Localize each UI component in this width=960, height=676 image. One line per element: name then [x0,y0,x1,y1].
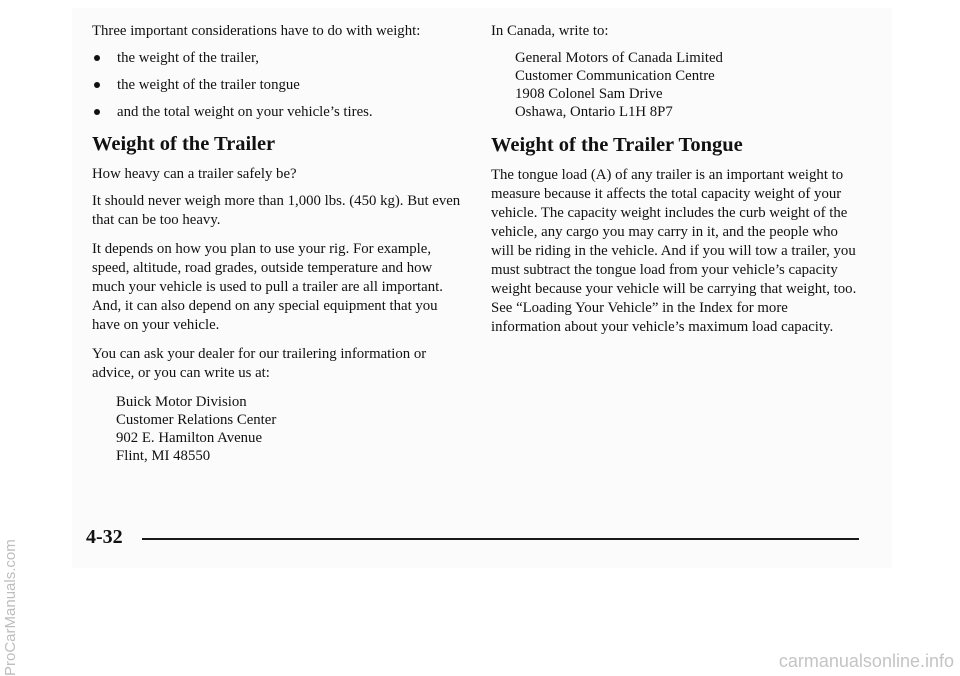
weight-considerations-list [92,49,462,122]
address-line: Buick Motor Division [116,394,247,410]
address-line: 1908 Colonel Sam Drive [515,86,663,102]
list-item [92,103,462,122]
list-item [92,49,462,68]
section-heading-trailer-weight: Weight of the Trailer [92,133,276,155]
address-line: Oshawa, Ontario L1H 8P7 [515,104,673,120]
canada-intro: In Canada, write to: [491,23,609,39]
paragraph: It depends on how you plan to use your rig. For example, speed, altitude, road grades, outside temperature and how much your vehicle is used to pull a trailer are all important. And, it can also depend on any special equipment that you have on your vehicle. [92,241,443,333]
paragraph: You can ask your dealer for our trailering information or advice, or you can write us at: [92,346,427,381]
right-column [491,22,861,347]
us-mailing-address [116,393,462,465]
bullet-icon [94,55,100,61]
footer-rule [142,538,859,540]
intro-text: Three important considerations have to do with weight: [92,23,421,39]
list-item-text: the weight of the trailer tongue [117,77,300,93]
address-line: Customer Communication Centre [515,68,715,84]
page-footer [86,525,859,549]
address-line: General Motors of Canada Limited [515,50,723,66]
paragraph: The tongue load (A) of any trailer is an important weight to measure because it affects the total capacity weight of your vehicle. The capacity weight includes the curb weight of the vehicle, any cargo you may carry in it, and the people who will be riding in the vehicle. And if you will tow a trailer, you must subtract the tongue load from your vehicle’s capacity weight because your vehicle will be carrying that weight, too. See “Loading Your Vehicle” in the Index for more information about your vehicle’s maximum load capacity. [491,167,857,335]
bullet-icon [94,109,100,115]
bullet-icon [94,82,100,88]
paragraph: How heavy can a trailer safely be? [92,166,297,182]
page-number: 4-32 [86,526,123,548]
section-heading-tongue-weight: Weight of the Trailer Tongue [491,134,743,156]
address-line: Flint, MI 48550 [116,448,211,464]
paragraph: It should never weigh more than 1,000 lbs. (450 kg). But even that can be too heavy. [92,193,461,228]
canada-mailing-address [515,49,861,121]
address-line: Customer Relations Center [116,412,277,428]
list-item-text: and the total weight on your vehicle’s tires. [117,104,373,120]
list-item-text: the weight of the trailer, [117,50,259,66]
address-line: 902 E. Hamilton Avenue [116,430,263,446]
side-watermark: ProCarManuals.com [2,539,19,676]
left-column [92,22,462,477]
list-item [92,76,462,95]
bottom-watermark: carmanualsonline.info [778,651,954,671]
